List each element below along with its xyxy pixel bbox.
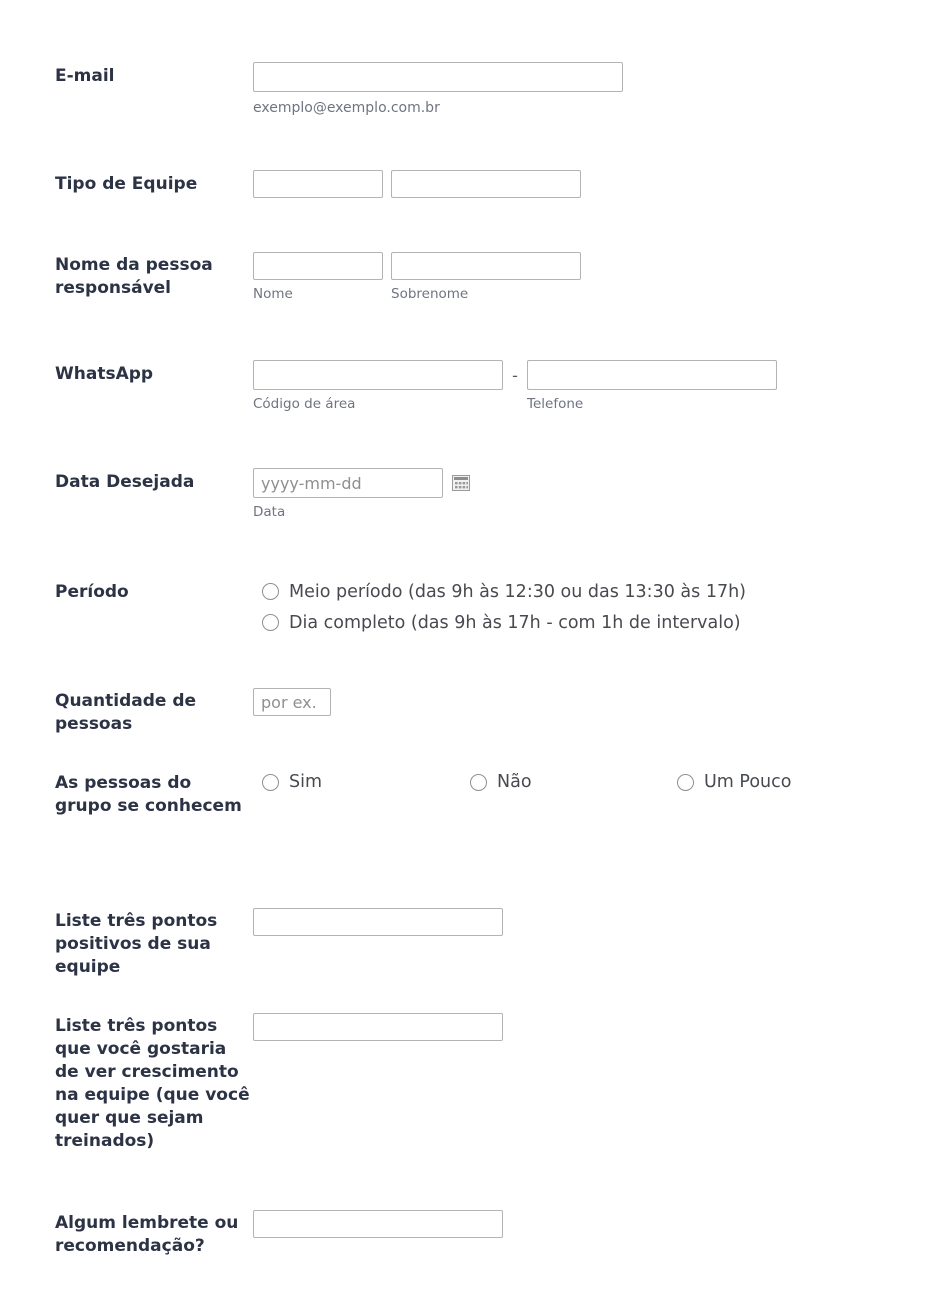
desired-date-label: Data Desejada [55,472,195,492]
team-type-input-first[interactable] [253,170,383,198]
positives-label: Liste três pontos positivos de sua equipe [55,911,218,977]
calendar-icon[interactable] [452,475,470,491]
reminder-label: Algum lembrete ou recomendação? [55,1213,239,1256]
whatsapp-label: WhatsApp [55,364,154,384]
phone-input[interactable] [527,360,777,390]
email-hint: exemplo@exemplo.com.br [253,100,440,116]
group-known-label: As pessoas do grupo se conhecem [55,773,242,816]
email-input[interactable] [253,62,623,92]
phone-sublabel: Telefone [527,396,584,412]
period-option-half-day[interactable] [262,576,746,607]
radio-icon[interactable] [262,774,279,791]
date-input[interactable] [253,468,443,498]
positives-input[interactable] [253,908,503,936]
group-known-option-no[interactable] [470,772,532,792]
radio-icon[interactable] [262,583,279,600]
radio-icon[interactable] [677,774,694,791]
team-type-label: Tipo de Equipe [55,174,198,194]
period-option-label[interactable]: Meio período (das 9h às 12:30 ou das 13:30 às 17h) [289,581,746,602]
group-known-option-label[interactable]: Sim [289,772,323,792]
people-count-label: Quantidade de pessoas [55,691,197,734]
group-known-option-a-little[interactable] [677,772,791,792]
group-known-option-label[interactable]: Um Pouco [704,772,792,792]
radio-icon[interactable] [470,774,487,791]
responsible-name-label: Nome da pessoa responsável [55,255,213,298]
period-option-label[interactable]: Dia completo (das 9h às 17h - com 1h de intervalo) [289,612,741,633]
group-known-option-yes[interactable] [262,772,322,792]
first-name-sublabel: Nome [253,286,293,302]
email-label: E-mail [55,66,115,86]
people-count-input[interactable] [253,688,331,716]
growth-input[interactable] [253,1013,503,1041]
last-name-input[interactable] [391,252,581,280]
reminder-input[interactable] [253,1210,503,1238]
group-known-option-label[interactable]: Não [497,772,532,792]
last-name-sublabel: Sobrenome [391,286,469,302]
date-sublabel: Data [253,504,286,520]
period-option-full-day[interactable] [262,607,746,638]
area-code-sublabel: Código de área [253,396,356,412]
phone-separator: - [512,365,518,385]
team-type-input-second[interactable] [391,170,581,198]
radio-icon[interactable] [262,614,279,631]
first-name-input[interactable] [253,252,383,280]
period-label: Período [55,582,129,602]
growth-label: Liste três pontos que você gostaria de ver crescimento na equipe (que você quer que sejam treinados) [55,1016,250,1151]
area-code-input[interactable] [253,360,503,390]
